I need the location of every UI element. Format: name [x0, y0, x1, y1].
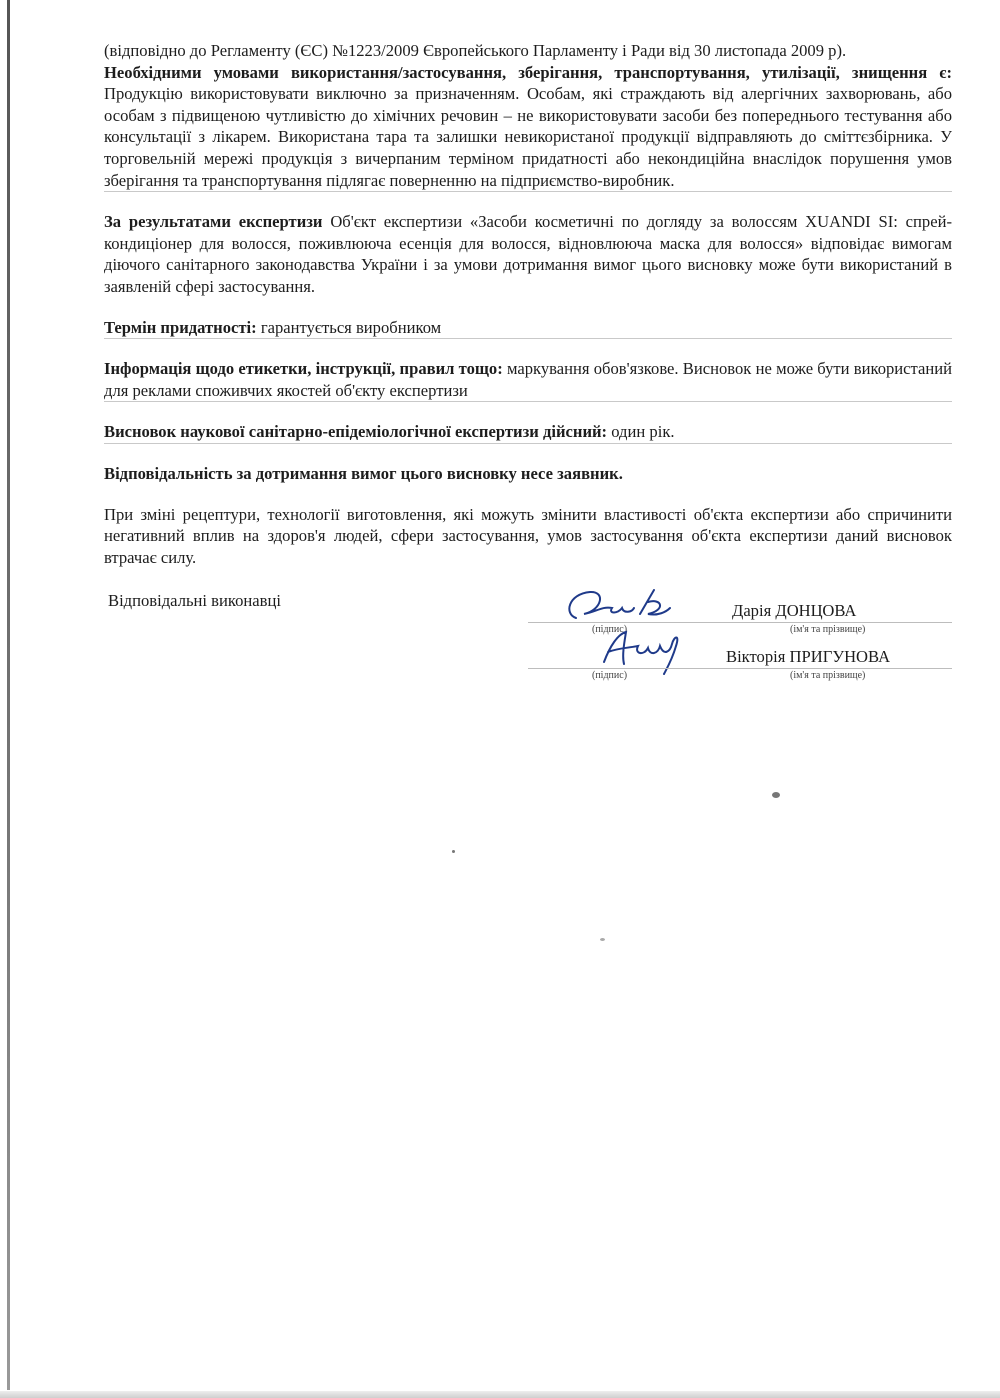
paragraph-regulation: (відповідно до Регламенту (ЄС) №1223/2009 Європейського Парламенту і Ради від 30 листопада 2009 р).: [104, 41, 847, 60]
ink-spot: [600, 938, 605, 941]
paragraph-shelf-life: [104, 317, 952, 340]
paragraph-validity: [104, 421, 952, 444]
signatures-block: [104, 586, 952, 706]
signer-1-name: Дарія ДОНЦОВА: [732, 601, 857, 621]
paragraph-responsibility: [104, 463, 952, 485]
validity-label: Висновок наукової санітарно-епідеміологічної експертизи дійсний:: [104, 422, 608, 442]
signer-1-name-caption: (ім'я та прізвище): [790, 624, 866, 636]
label-info-label: Інформація щодо етикетки, інструкції, правил тощо:: [104, 359, 503, 379]
signature-2-caption: (підпис): [592, 670, 628, 682]
paragraph-usage-conditions: [104, 62, 952, 193]
signer-2-name-caption: (ім'я та прізвище): [790, 670, 866, 682]
paragraph-label-info: [104, 358, 952, 402]
usage-conditions-label: Необхідними умовами використання/застосування, зберігання, транспортування, утилізації, знищення є:: [104, 62, 952, 82]
signature-2-line: [528, 668, 952, 669]
signer-2-name: Вікторія ПРИГУНОВА: [726, 647, 891, 667]
shelf-life-label: Термін придатності:: [104, 317, 257, 337]
scan-edge-bottom: [0, 1391, 1000, 1398]
paragraph-recipe-change: При зміні рецептури, технології виготовлення, які можуть змінити властивості об'єкта експертизи або спричинити негативний вплив на здоров'я людей, сфери застосування, умов застосування об'єкта експертизи даний висновок втрачає силу.: [104, 504, 952, 567]
signature-1-line: [528, 622, 952, 623]
shelf-life-text: гарантується виробником: [256, 317, 442, 337]
responsibility-text: Відповідальність за дотримання вимог цього висновку несе заявник.: [104, 463, 623, 483]
paragraph-expertise-results: [104, 211, 952, 297]
ink-spot: [772, 792, 780, 798]
scan-edge: [7, 0, 10, 1390]
document-page: [104, 40, 952, 706]
ink-spot: [452, 850, 455, 853]
executors-label: Відповідальні виконавці: [108, 591, 281, 611]
signature-1-caption: (підпис): [592, 624, 628, 636]
validity-text: один рік.: [607, 422, 675, 442]
expertise-results-label: За результатами експертизи: [104, 212, 323, 232]
expertise-results-text: Об'єкт експертизи «Засоби косметичні по догляду за волоссям XUANDI SI: спрей-кондиціонер для волосся, поживлююча есенція для волосся, відновлююча маска для волосся» відповідає вимогам діючого санітарного законодавства України і за умови дотримання вимог цього висновку може бути використаний в заявленій сфері застосування.: [104, 212, 952, 296]
label-info-text: маркування обов'язкове. Висновок не може бути використаний для реклами споживчих якостей об'єкту експертизи: [104, 359, 952, 400]
usage-conditions-text: Продукцію використовувати виключно за призначенням. Особам, які страждають від алергічних захворювань, або особам з підвищеною чутливістю до хімічних речовин – не використовувати засоби без попереднього тестування або консультації з лікарем. Використана тара та залишки невикористаної продукції відправляють до сміттєзбірника. У торговельній мережі продукція з вичерпаним терміном придатності або некондиційна внаслідок порушення умов зберігання та транспортування підлягає поверненню на підприємство-виробник.: [104, 84, 952, 190]
